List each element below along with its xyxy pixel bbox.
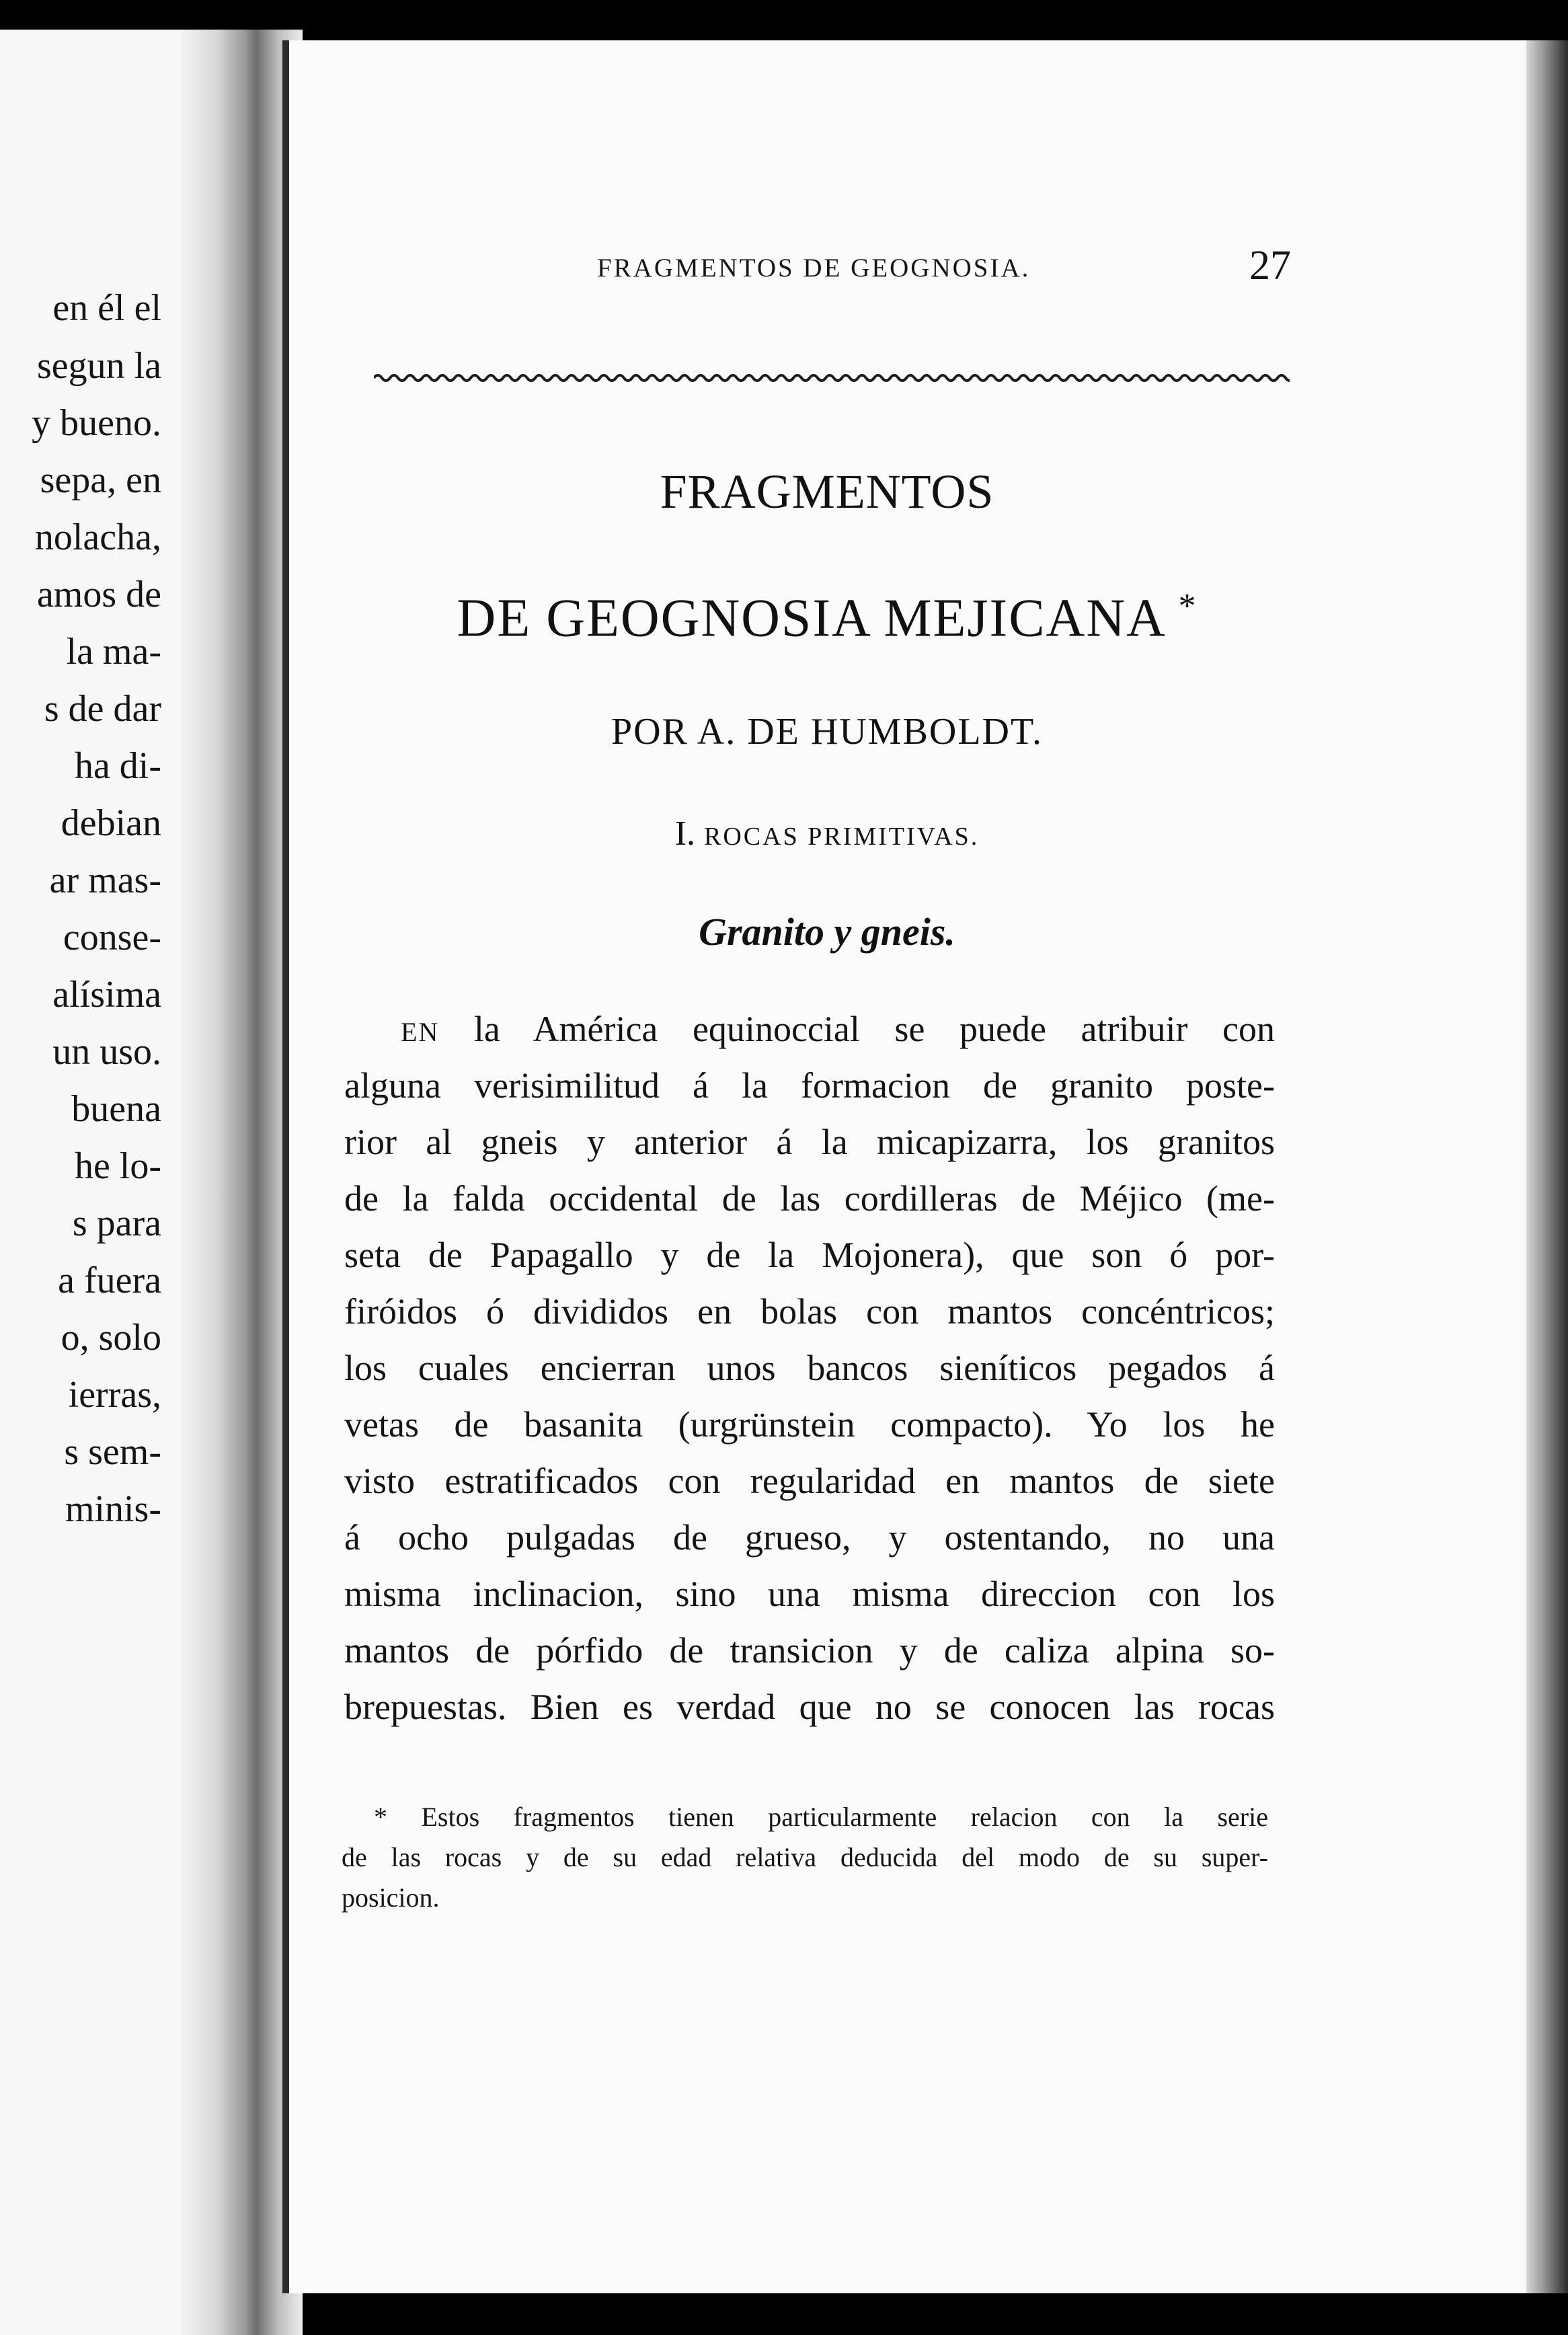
page-number: 27 [1249, 243, 1291, 289]
body-line-text: la América equinoccial se puede atribuir con [473, 1009, 1276, 1049]
footnote-line: * Estos fragmentos tienen particularmente relacion con la serie [374, 1802, 1268, 1832]
left-page-line: a fuera [58, 1260, 161, 1301]
left-page-line: he lo- [74, 1145, 161, 1187]
body-line: de la falda occidental de las cordilleras de Méjico (me- [344, 1178, 1275, 1219]
body-line: misma inclinacion, sino una misma direccion con los [344, 1574, 1275, 1614]
left-page-line: s de dar [44, 688, 161, 730]
footnote-marker: * [1178, 587, 1198, 625]
body-line [401, 1009, 1275, 1052]
section-heading [323, 814, 1331, 853]
title-line-2 [323, 586, 1331, 650]
left-page-line: sepa, en [40, 459, 161, 501]
title-line-1: FRAGMENTOS [660, 465, 994, 519]
left-page-line: alísima [52, 974, 161, 1016]
body-line: brepuestas. Bien es verdad que no se conocen las rocas [344, 1687, 1275, 1727]
author-line: POR A. DE HUMBOLDT. [611, 711, 1044, 753]
left-page-line: segun la [36, 345, 161, 387]
body-line: vetas de basanita (urgrünstein compacto). Yo los he [344, 1404, 1275, 1445]
left-page-line: ha di- [74, 745, 161, 787]
left-page-line: s para [72, 1202, 161, 1244]
body-line: seta de Papagallo y de la Mojonera), que son ó por- [344, 1235, 1275, 1275]
section-title: ROCAS PRIMITIVAS. [704, 822, 980, 851]
left-page-line: s sem- [64, 1431, 161, 1473]
section-numeral: I. [674, 814, 696, 853]
dropcap-word: EN [401, 1017, 440, 1047]
left-page-line: la ma- [66, 631, 161, 673]
body-line: los cuales encierran unos bancos sieníticos pegados á [344, 1348, 1275, 1388]
left-page-line: buena [71, 1088, 161, 1130]
subheading: Granito y gneis. [699, 910, 955, 954]
left-page-line: en él el [52, 287, 161, 329]
footnote-line: de las rocas y de su edad relativa deducida del modo de su super- [342, 1842, 1268, 1872]
left-page-line: amos de [36, 574, 161, 615]
left-page-line: minis- [65, 1488, 161, 1530]
ornamental-wavy-rule [374, 371, 1290, 385]
left-page-line: o, solo [61, 1317, 161, 1358]
left-page-line: y bueno. [32, 402, 161, 444]
left-page-line: debian [61, 802, 161, 844]
body-line: firóidos ó divididos en bolas con mantos concéntricos; [344, 1291, 1275, 1332]
body-line: mantos de pórfido de transicion y de caliza alpina so- [344, 1630, 1275, 1671]
left-page-line: ierras, [68, 1374, 161, 1416]
running-head: FRAGMENTOS DE GEOGNOSIA. [597, 254, 1031, 282]
body-line: rior al gneis y anterior á la micapizarra, los granitos [344, 1122, 1275, 1162]
body-line: á ocho pulgadas de grueso, y ostentando, no una [344, 1517, 1275, 1558]
footnote-line: posicion. [342, 1882, 440, 1913]
body-line: alguna verisimilitud á la formacion de granito poste- [344, 1065, 1275, 1106]
title-line-2-text: DE GEOGNOSIA MEJICANA [457, 588, 1164, 648]
page-edge-shadow [1526, 40, 1568, 2293]
left-page-line: ar mas- [49, 859, 161, 901]
body-line: visto estratificados con regularidad en mantos de siete [344, 1461, 1275, 1501]
left-page-line: nolacha, [34, 516, 161, 558]
left-page-line: conse- [63, 917, 161, 958]
left-page-line: un uso. [52, 1031, 161, 1073]
